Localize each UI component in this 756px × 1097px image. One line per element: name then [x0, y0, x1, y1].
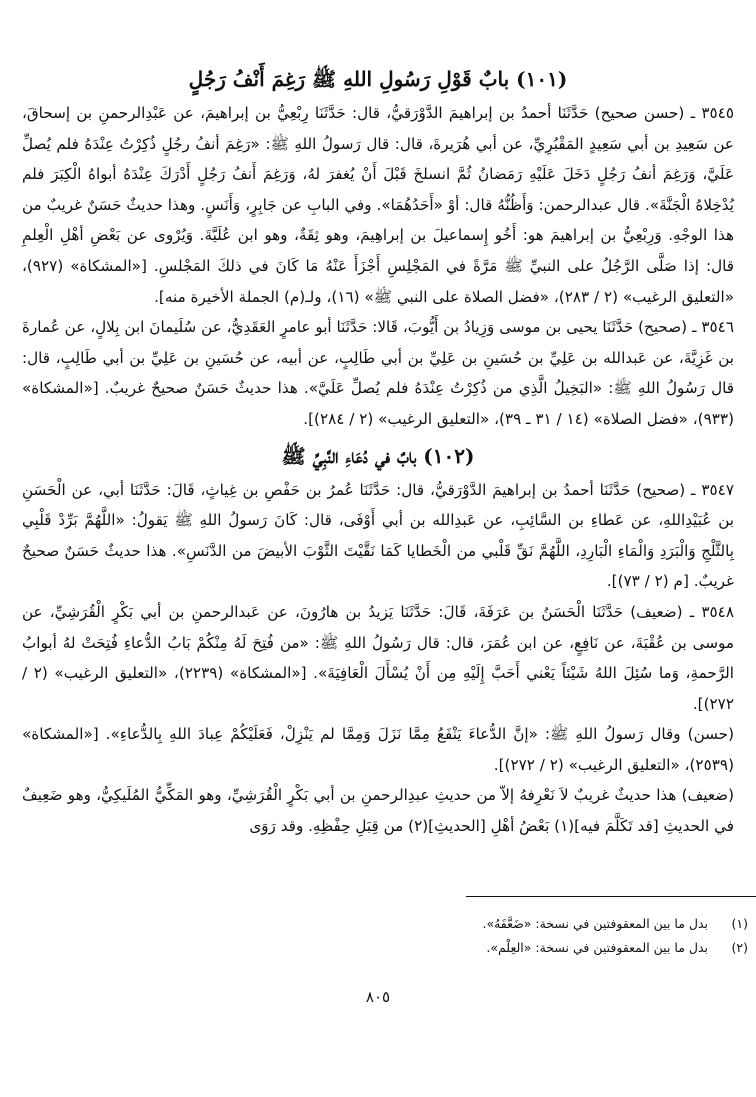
footnote-number: (٢): [731, 940, 748, 955]
page-number: ٨٠٥: [365, 988, 391, 1006]
hadith-paragraph: ٣٥٤٦ ـ (صحيح) حَدَّثَنَا يحيى بن موسى وَزِيادُ بن أَيُّوبَ، قَالا: حَدَّثَنَا أبو عامرٍ العَقَدِيُّ، عن سُلَيمانَ ابن بِلالٍ، عن عُمارةَ بن غَزِيَّةَ، عن عَبدالله بن عَلِيِّ بن حُسَينِ بن عَلِيِّ بن أبي طَالِبٍ، عن أبيه، عن حُسَينِ بن عَلِيِّ بن أبي طَالِبٍ، قال: قال رَسُولُ اللهِ ﷺ: «البَخِيلُ الَّذِي من ذُكِرْتُ عِنْدَهُ فلم يُصلِّ عَلَيَّ». هذا حديثٌ حَسَنٌ صحيحٌ غريبٌ. [«المشكاة» (٩٣٣)، «فضل الصلاة» (١٤ / ٣١ ـ ٣٩)، «التعليق الرغيب» (٢ / ٢٨٤)].: [22, 318, 734, 428]
chapter-title: (١٠٢) بابٌ في دُعَاءِ النَّبِيِّ ﷺ: [281, 443, 475, 468]
footnote-number: (١): [731, 916, 748, 931]
hadith-paragraph: (حسن) وقال رَسولُ اللهِ ﷺ: «إنَّ الدُّعاءَ يَنْفَعُ مِمَّا نَزَلَ وَمِمَّا لم يَنْزِلْ، فَعَلَيْكُمْ عِبادَ اللهِ بِالدُّعاءِ». [«المشكاة» (٢٥٣٩)، «التعليق الرغيب» (٢ / ٢٧٢)].: [22, 725, 734, 774]
footnotes: [48, 912, 748, 960]
book-page: [22, 58, 734, 842]
hadith-paragraph: ٣٥٤٨ ـ (ضعيف) حَدَّثَنَا الْحَسَنُ بن عَرَفَةَ، قَالَ: حَدَّثَنَا يَزيدُ بن هارُونَ، عن عَبدالرحمنِ بن أبي بَكْرٍ الْقُرَشِيِّ، عن موسى بن عُقْبَةَ، عن نَافِعٍ، عن ابن عُمَرَ، قال: قال رَسُولُ اللهِ ﷺ: «من فُتِحَ لَهُ مِنْكُمْ بَابُ الدُّعاءِ فُتِحَتْ لهُ أبوابُ الرَّحمةِ، وَما سُئِلَ اللهُ شَيْئاً يَعْني أَحَبَّ إِلَيْهِ مِن أَنْ يُسْأَلَ الْعَافِيَةَ». [«المشكاة» (٢٢٣٩)، «التعليق الرغيب» (٢ / ٢٧٢)].: [22, 602, 734, 713]
footnote: [48, 936, 748, 960]
footnote-divider: [466, 896, 756, 897]
footnote-text: بدل ما بين المعقوفتين في نسخة: «ضَعَّفَهُ».: [482, 916, 708, 931]
hadith-paragraph: ٣٥٤٥ ـ (حسن صحيح) حَدَّثَنَا أحمدُ بن إبراهيمَ الدَّوْرَقيُّ، قال: حَدَّثَنَا رِبْعِيُّ بن إبراهيمَ، عن عَبْدِالرحمنِ بن إسحاقَ، عن سَعِيدِ بن أبي سَعِيدٍ المَقْبُرِيِّ، عن أبي هُرَيرةَ، قال: قال رَسولُ اللهِ ﷺ: «رَغِمَ أنفُ رجُلٍ ذُكِرْتُ عِنْدَهُ فلم يُصلِّ عَلَيَّ، وَرَغِمَ أنفُ رَجُلٍ دَخَلَ عَلَيْهِ رَمَضانُ ثُمَّ انسلخَ قَبْلَ أَنْ يُغفرَ لهُ، وَرَغِمَ أَنفُ رَجُلٍ أَدْرَكَ عِنْدَهُ أبواهُ الْكِبَرَ فلم يُدْخِلاهُ الْجَنَّةَ». قال عبدالرحمن: وَأَظُنُّهُ قال: أوْ «أَحَدُهُمَا». وفي البابِ عن جَابِرٍ، وَأَنَسٍ. وهذا حديثٌ حَسَنٌ غريبٌ من هذا الوجْهِ. وَرِبْعِيُّ بن إبراهيمَ هو: أَخُو إِسماعيلَ بن إبراهِيمَ، وهو ثِقَةٌ، وهو ابن عُلَيَّةَ. وَيُرْوى عن بَعْضِ أهْلِ الْعِلمِ قال: إذا صَلَّى الرَّجُلُ على النبيِّ ﷺ مَرَّةً في المَجْلِسِ أَجْزَأَ عَنْهُ مَا كَانَ في ذلكَ المَجْلسِ. [«المشكاة» (٩٢٧)، «التعليق الرغيب» (٢ / ٢٨٣)، «فضل الصلاة على النبي ﷺ» (١٦)، ولـ(م) الجملة الأخيرة منه].: [22, 104, 734, 306]
hadith-paragraph: (ضعيف) هذا حديثٌ غريبٌ لاَ نَعْرِفهُ إلاّ من حديثِ عبدِالرحمنِ بن أبي بَكْرٍ الْقُرَشِيِّ، وهو المَكِّيُّ المُلَيكِيُّ، وهو ضَعِيفٌ في الحديثِ [قد تَكَلَّمَ فيه](١) بَعْضُ أهْلِ [الحديثِ](٢) من قِبَلِ حِفْظِهِ. وقد رَوَى: [22, 786, 734, 836]
footnote-text: بدل ما بين المعقوفتين في نسخة: «العِلْم».: [486, 940, 708, 955]
hadith-paragraph: ٣٥٤٧ ـ (صحيح) حَدَّثَنَا أحمدُ بن إبراهيمَ الدَّوْرَقيُّ، قال: حَدَّثَنَا عُمرُ بن حَفْصِ بن غِياثٍ، قَالَ: حَدَّثَنَا أبي، عن الْحَسَنِ بن عُبَيْدِاللهِ، عن عَطاءِ بن السَّائِبِ، عن عَبدِالله بن أبي أَوْفَى، قال: كَانَ رَسولُ اللهِ ﷺ يَقولُ: «اللَّهُمَّ بَرِّدْ قَلْبِي بِالثَّلْجِ وَالْبَرَدِ وَالْمَاءِ الْبَارِدِ، اللَّهُمَّ نَقِّ قَلْبي من الْخَطايا كَمَا نَقَّيْتَ الثَّوْبَ الأبيضَ من الدَّنَسِ». هذا حديثٌ حَسَنٌ صحيحٌ غريبٌ. [م (٢ / ٧٣)].: [22, 480, 734, 591]
footnote: [48, 912, 748, 936]
chapter-title: (١٠١) بابٌ قَوْلِ رَسُولِ اللهِ ﷺ رَغِمَ أَنْفُ رَجُلٍ: [188, 67, 568, 91]
